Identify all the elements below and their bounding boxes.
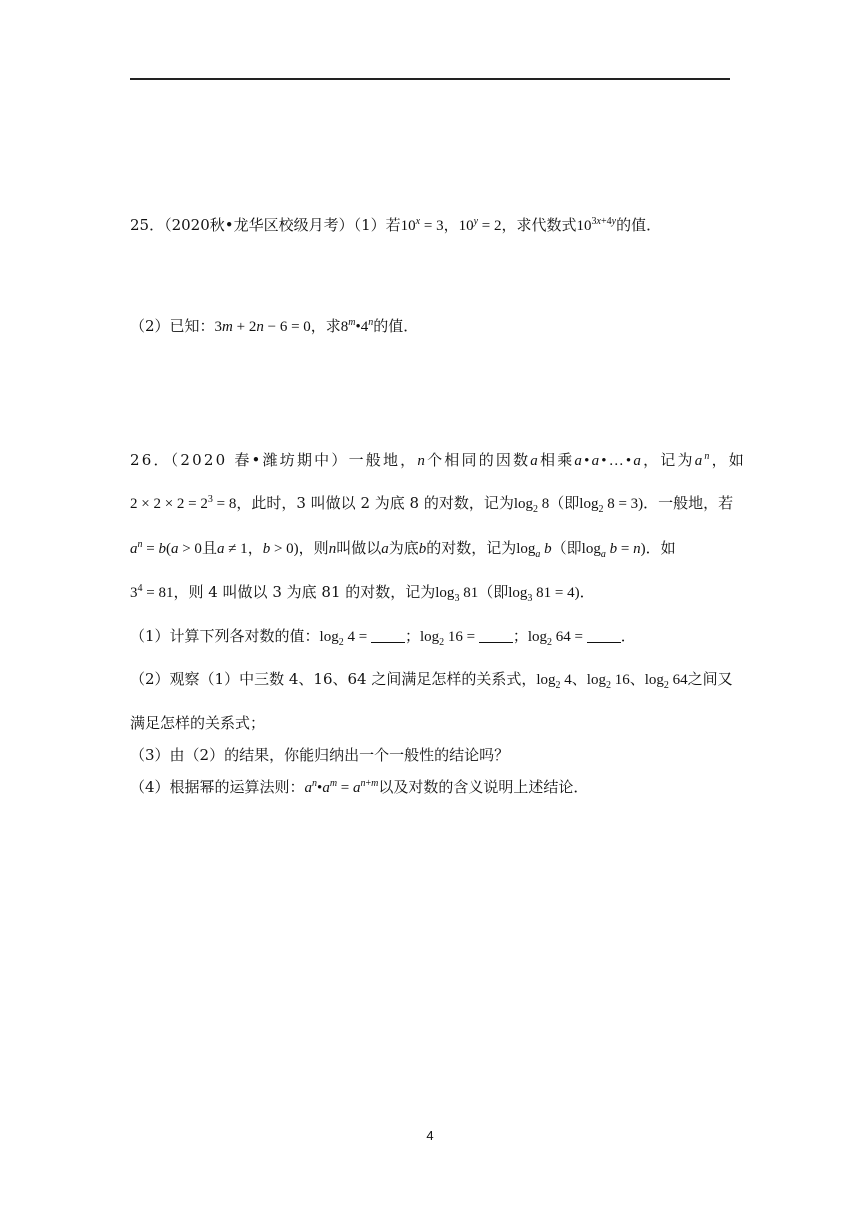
- page-number: 4: [426, 1128, 434, 1143]
- q26-part4: （4）根据幂的运算法则：$a^n•a^m = a^{n+m}$以及对数的含义说明上述结论．: [130, 778, 589, 796]
- answer-blank[interactable]: [479, 628, 513, 643]
- q26-line2: $2 \times 2 \times 2 = 2^3 = 8$，此时，3 叫做以 2 为底 8 的对数，记为$\log_2 8$（即$\log_2 8 = 3$)．一般地，若: [130, 494, 734, 515]
- q26-part1: （1）计算下列各对数的值：$\log_2 4$ = ；$\log_2 16$ = ；$\log_2 64$ = ．: [130, 627, 636, 648]
- q26-line3: $a^n = b(a > 0$且a ≠ 1，b > 0)，则n叫做以a为底b的对数，记为$\log_a b$（即$\log_a b = n$)．如: [130, 539, 676, 560]
- answer-blank[interactable]: [371, 628, 405, 643]
- answer-blank[interactable]: [587, 628, 621, 643]
- q26-part3: （3）由（2）的结果，你能归纳出一个一般性的结论吗？: [130, 746, 510, 764]
- q26-line1: 26．（2020 春•潍坊期中）一般地，n个相同的因数a相乘a•a•…•a，记为$a^n$，如: [130, 451, 746, 469]
- header-rule: [130, 78, 730, 80]
- q26-part2-cont: 满足怎样的关系式；: [130, 714, 266, 732]
- q26-line4: $3^4 = 81$，则 4 叫做以 3 为底 81 的对数，记为$\log_3 81$（即$\log_3 81 = 4$)．: [130, 583, 595, 604]
- q25-part2: （2）已知：3m + 2n − 6 = 0，求8$^m$•4$^n$的值．: [130, 317, 419, 335]
- q26-part2: （2）观察（1）中三数 4、16、64 之间满足怎样的关系式，$\log_2 4$、$\log_2 16$、$\log_2 64$之间又: [130, 670, 733, 691]
- q25-part1: 25．（2020秋•龙华区校级月考）（1）若$10^x = 3$，$10^y = 2$，求代数式$10^{3x+4y}$的值．: [130, 216, 662, 234]
